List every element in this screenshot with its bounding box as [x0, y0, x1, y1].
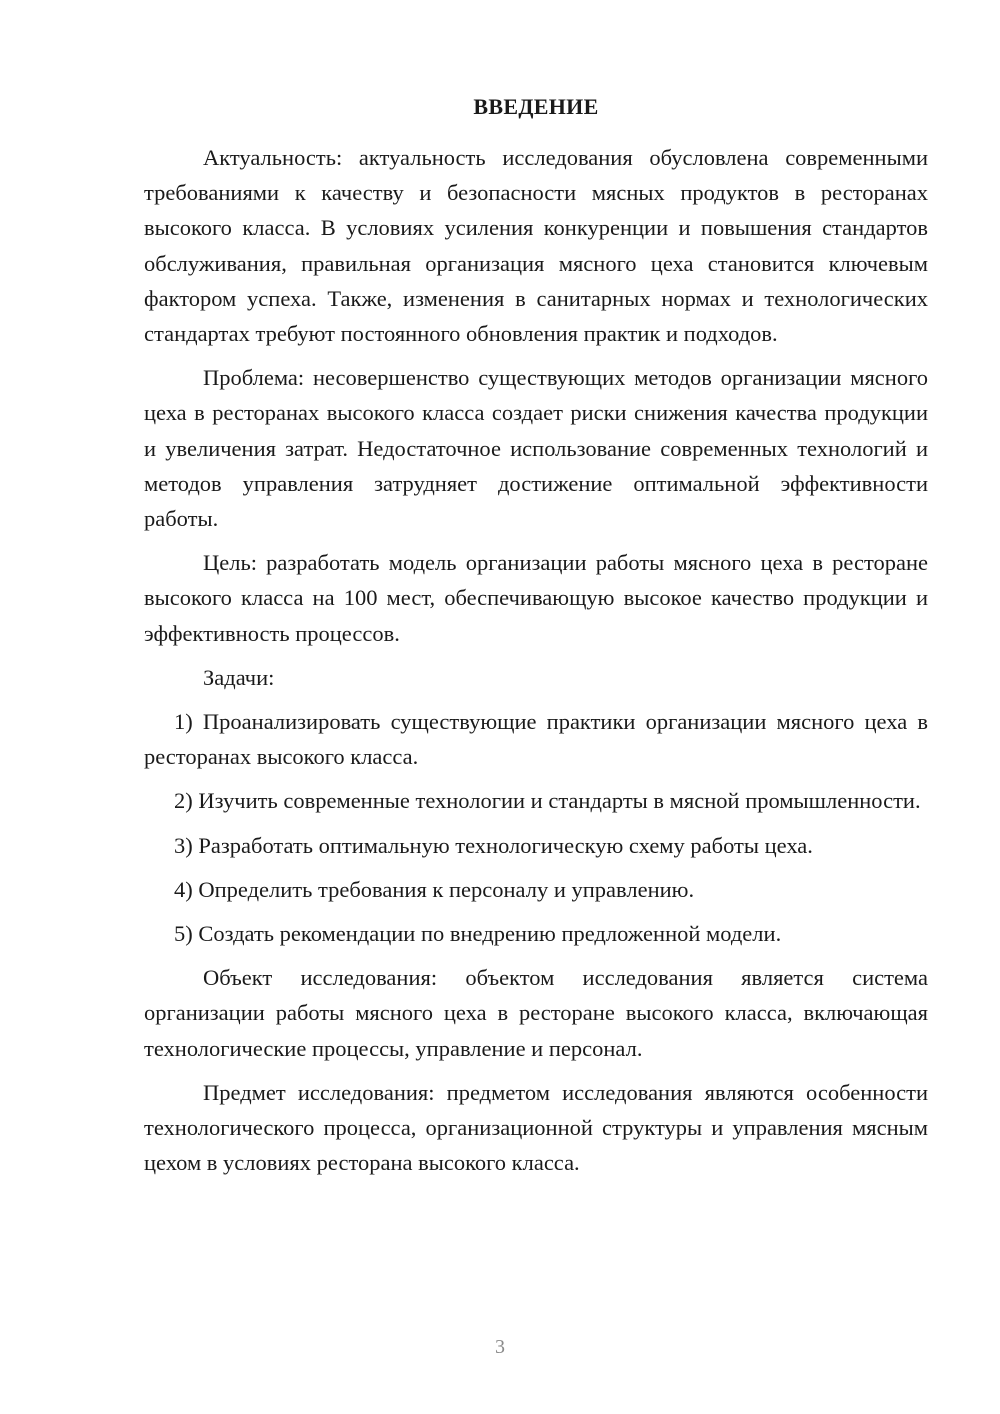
task-item: 4) Определить требования к персоналу и управлению. [174, 876, 695, 902]
object-paragraph: Объект исследования: объектом исследования является система организации работы мясного цеха в ресторане высокого класса, включающая технологические процессы, управление и персонал. [144, 965, 928, 1061]
relevance-paragraph: Актуальность: актуальность исследования обусловлена современными требованиями к качеству и безопасности мясных продуктов в ресторанах высокого класса. В условиях усиления конкуренции и повышения стандартов обслуживания, правильная организация мясного цеха становится ключевым фактором успеха. Также, изменения в санитарных нормах и технологических стандартах требуют постоянного обновления практик и подходов. [144, 145, 928, 347]
goal-paragraph: Цель: разработать модель организации работы мясного цеха в ресторане высокого класса на 100 мест, обеспечивающую высокое качество продукции и эффективность процессов. [144, 550, 928, 646]
task-item: 2) Изучить современные технологии и стандарты в мясной промышленности. [174, 788, 921, 814]
tasks-label: Задачи: [203, 664, 275, 690]
task-item: 1) Проанализировать существующие практики организации мясного цеха в ресторанах высокого класса. [144, 709, 928, 770]
problem-paragraph: Проблема: несовершенство существующих методов организации мясного цеха в ресторанах высокого класса создает риски снижения качества продукции и увеличения затрат. Недостаточное использование современных технологий и методов управления затрудняет достижение оптимальной эффективности работы. [144, 365, 928, 532]
subject-paragraph: Предмет исследования: предметом исследования являются особенности технологического процесса, организационной структуры и управления мясным цехом в условиях ресторана высокого класса. [144, 1079, 928, 1176]
task-item: 3) Разработать оптимальную технологическую схему работы цеха. [174, 832, 813, 858]
task-item: 5) Создать рекомендации по внедрению предложенной модели. [174, 921, 782, 947]
document-page [144, 92, 928, 1189]
page-number: 3 [495, 1336, 505, 1358]
section-heading: ВВЕДЕНИЕ [473, 94, 599, 119]
